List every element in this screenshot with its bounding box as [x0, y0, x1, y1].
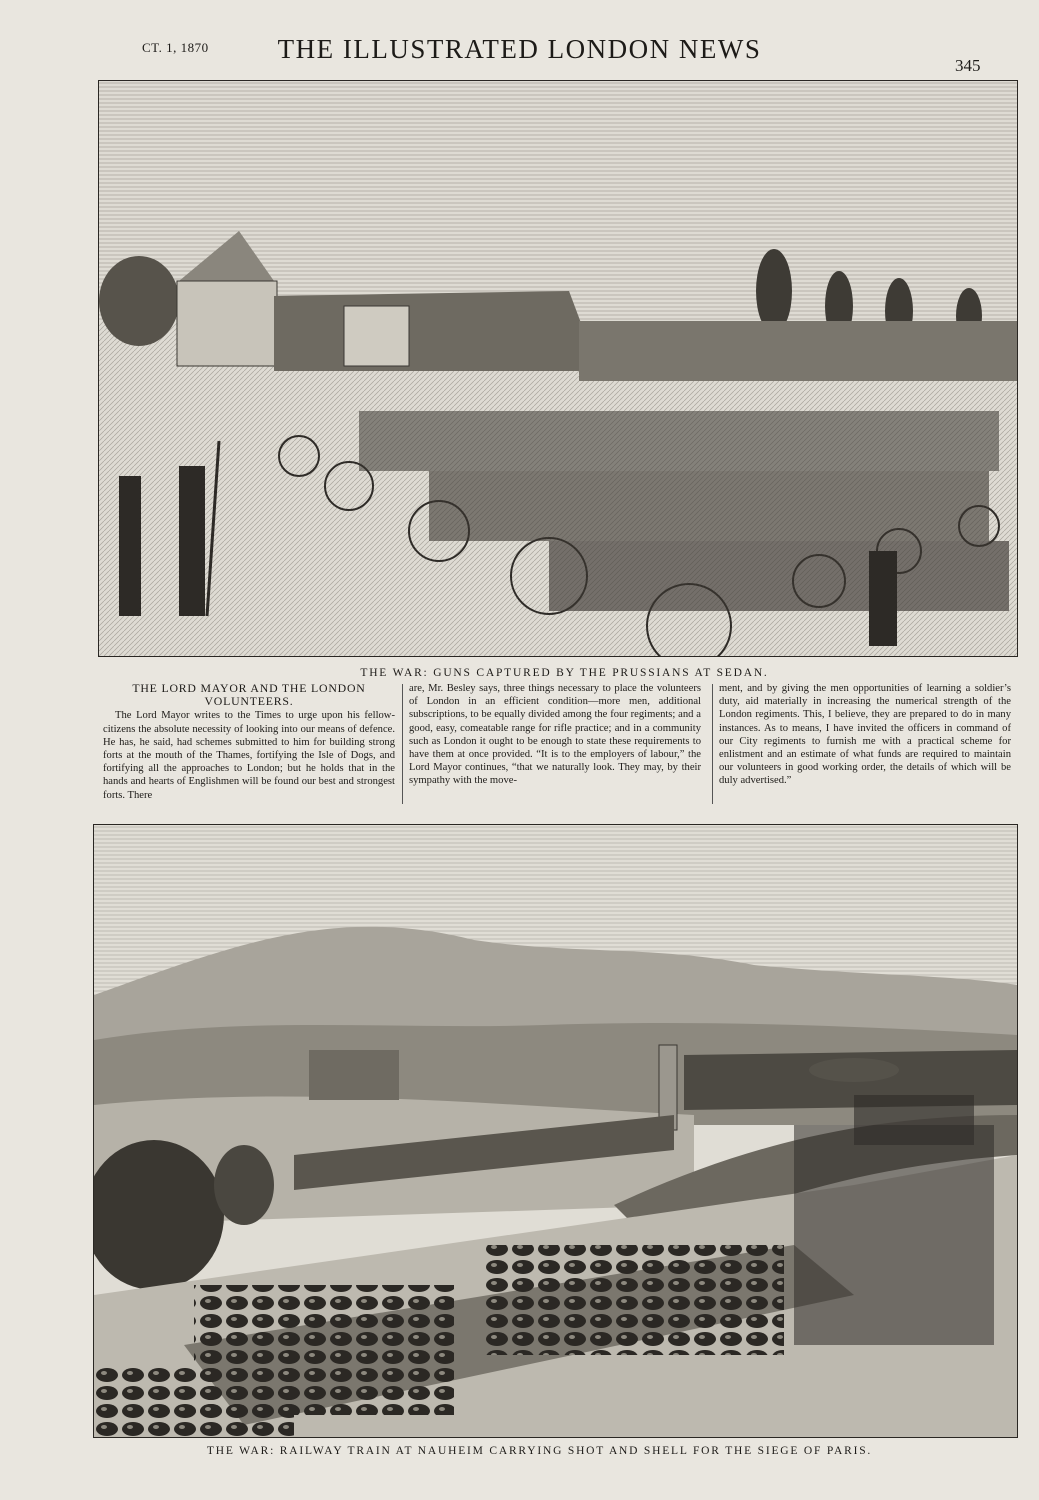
column-rule	[402, 684, 403, 804]
article-column-2	[409, 682, 701, 788]
article-column-1	[103, 682, 395, 802]
masthead-date: CT. 1, 1870	[142, 40, 209, 55]
article-paragraph-2: are, Mr. Besley says, three things necessary to place the volunteers of London in an efficient condition—more men, additional subscriptions, to be equally divided among the four regiments; and a good, easy, comeatable range for rifle practice; and in a community such as London it ought to be enough to state these requirements to have them at once provided. “It is to the employers of labour,” the Lord Mayor continues, “that we naturally look. They may, by their sympathy with the move-	[409, 683, 701, 787]
page-number: 345	[955, 56, 981, 75]
article-paragraph-1: The Lord Mayor writes to the Times to urge upon his fellow-citizens the absolute necessity of looking into our means of defence. He has, he said, had schemes submitted to him for building strong forts at the mouth of the Thames, fortifying the Isle of Dogs, and fortifying all the approaches to London; but he holds that in the hands and hearts of Englishmen will be found our best and strongest forts. There	[103, 710, 395, 801]
caption-railway-train: THE WAR: RAILWAY TRAIN AT NAUHEIM CARRYING SHOT AND SHELL FOR THE SIEGE OF PARIS.	[206, 1445, 873, 1457]
article-column-3	[719, 682, 1011, 788]
caption-guns-at-sedan: THE WAR: GUNS CAPTURED BY THE PRUSSIANS AT SEDAN.	[360, 667, 769, 679]
article-paragraph-3: ment, and by giving the men opportunities of learning a soldier’s duty, aid materially in increasing the numerical strength of the London regiments. This, I believe, they are prepared to do in many instances. As to means, I have invited the officers in command of our City regiments to furnish me with a practical scheme for enlistment and an estimate of what funds are required to maintain our volunteers in good working order, the details of which will be duly advertised.”	[719, 683, 1011, 787]
column-rule	[712, 684, 713, 804]
engraving-guns-at-sedan	[98, 80, 1018, 657]
article-lord-mayor	[103, 682, 1039, 810]
article-headline: THE LORD MAYOR AND THE LONDON VOLUNTEERS.	[132, 681, 366, 709]
engraving-railway-train-nauheim	[93, 824, 1018, 1438]
masthead-title: THE ILLUSTRATED LONDON NEWS	[277, 34, 762, 64]
